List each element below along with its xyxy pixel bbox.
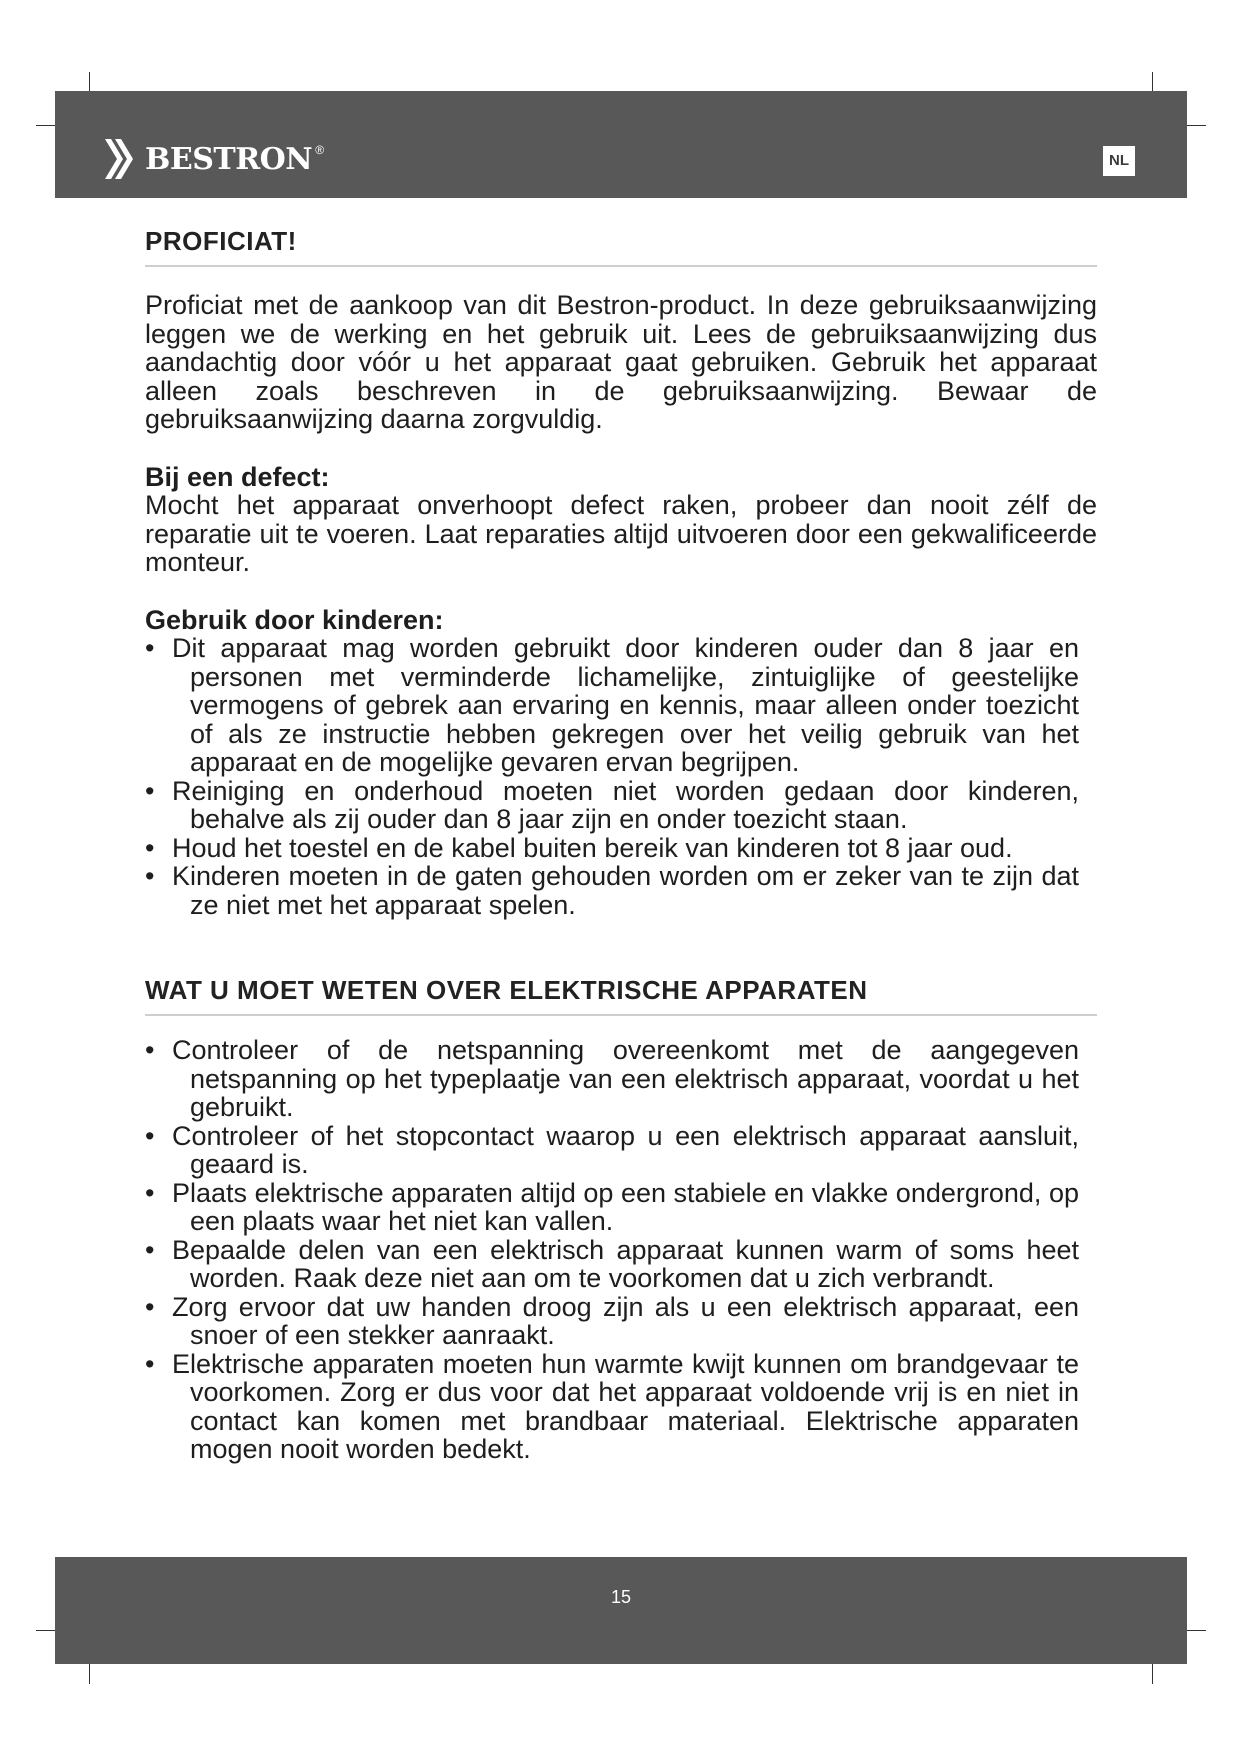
intro-paragraph: Proficiat met de aankoop van dit Bestron-product. In deze gebruiksaanwijzing leggen we de werking en het gebruik uit. Lees de gebruiksaanwijzing dus aandachtig door vóór u het apparaat gaat gebruiken. Gebruik het apparaat alleen zoals beschreven in de gebruiksaanwijzing. Bewaar de gebruiksaanwijzing daarna zorgvuldig. (145, 290, 1097, 434)
brand-chevron-icon (105, 139, 139, 179)
section-title-electrical: WAT U MOET WETEN OVER ELEKTRISCHE APPARATEN (145, 975, 1097, 1016)
list-item: • Dit apparaat mag worden gebruikt door kinderen ouder dan 8 jaar en personen met verminderde lichamelijke, zintuiglijke of geestelijke vermogens of gebrek aan ervaring en kennis, maar alleen onder toezicht of als ze instructie hebben gekregen over het veilig gebruik van het apparaat en de mogelijke gevaren ervan begrijpen. (145, 634, 1097, 777)
brand-logo (105, 139, 324, 179)
language-badge: NL (1103, 146, 1135, 176)
brand-name: BESTRON (145, 141, 313, 177)
list-item: • Elektrische apparaten moeten hun warmte kwijt kunnen om brandgevaar te voorkomen. Zorg er dus voor dat het apparaat voldoende vrij is en niet in contact kan komen met brandbaar materiaal. Elektrische apparaten mogen nooit worden bedekt. (145, 1350, 1097, 1464)
section-title-proficiat: PROFICIAT! (145, 226, 1097, 267)
page-footer (55, 1557, 1187, 1664)
children-list (145, 634, 1097, 919)
electrical-list (145, 1036, 1097, 1464)
brand-registered-mark: ® (315, 143, 325, 157)
page-header (55, 91, 1187, 198)
list-item: • Kinderen moeten in de gaten gehouden worden om er zeker van te zijn dat ze niet met het apparaat spelen. (145, 862, 1097, 919)
page-number: 15 (610, 1587, 632, 1607)
list-item: • Reiniging en onderhoud moeten niet worden gedaan door kinderen, behalve als zij ouder dan 8 jaar zijn en onder toezicht staan. (145, 777, 1097, 834)
list-item: • Controleer of het stopcontact waarop u een elektrisch apparaat aansluit, geaard is. (145, 1122, 1097, 1179)
list-item: • Zorg ervoor dat uw handen droog zijn als u een elektrisch apparaat, een snoer of een stekker aanraakt. (145, 1293, 1097, 1350)
list-item: • Controleer of de netspanning overeenkomt met de aangegeven netspanning op het typeplaatje van een elektrisch apparaat, voordat u het gebruikt. (145, 1036, 1097, 1122)
list-item: • Plaats elektrische apparaten altijd op een stabiele en vlakke ondergrond, op een plaats waar het niet kan vallen. (145, 1179, 1097, 1236)
defect-heading: Bij een defect: (145, 461, 330, 492)
page-content (145, 226, 1097, 1464)
children-heading: Gebruik door kinderen: (145, 604, 444, 635)
list-item: • Houd het toestel en de kabel buiten bereik van kinderen tot 8 jaar oud. (145, 834, 1097, 863)
list-item: • Bepaalde delen van een elektrisch apparaat kunnen warm of soms heet worden. Raak deze niet aan om te voorkomen dat u zich verbrandt. (145, 1236, 1097, 1293)
defect-paragraph: Mocht het apparaat onverhoopt defect raken, probeer dan nooit zélf de reparatie uit te voeren. Laat reparaties altijd uitvoeren door een gekwalificeerde monteur. (145, 490, 1097, 577)
